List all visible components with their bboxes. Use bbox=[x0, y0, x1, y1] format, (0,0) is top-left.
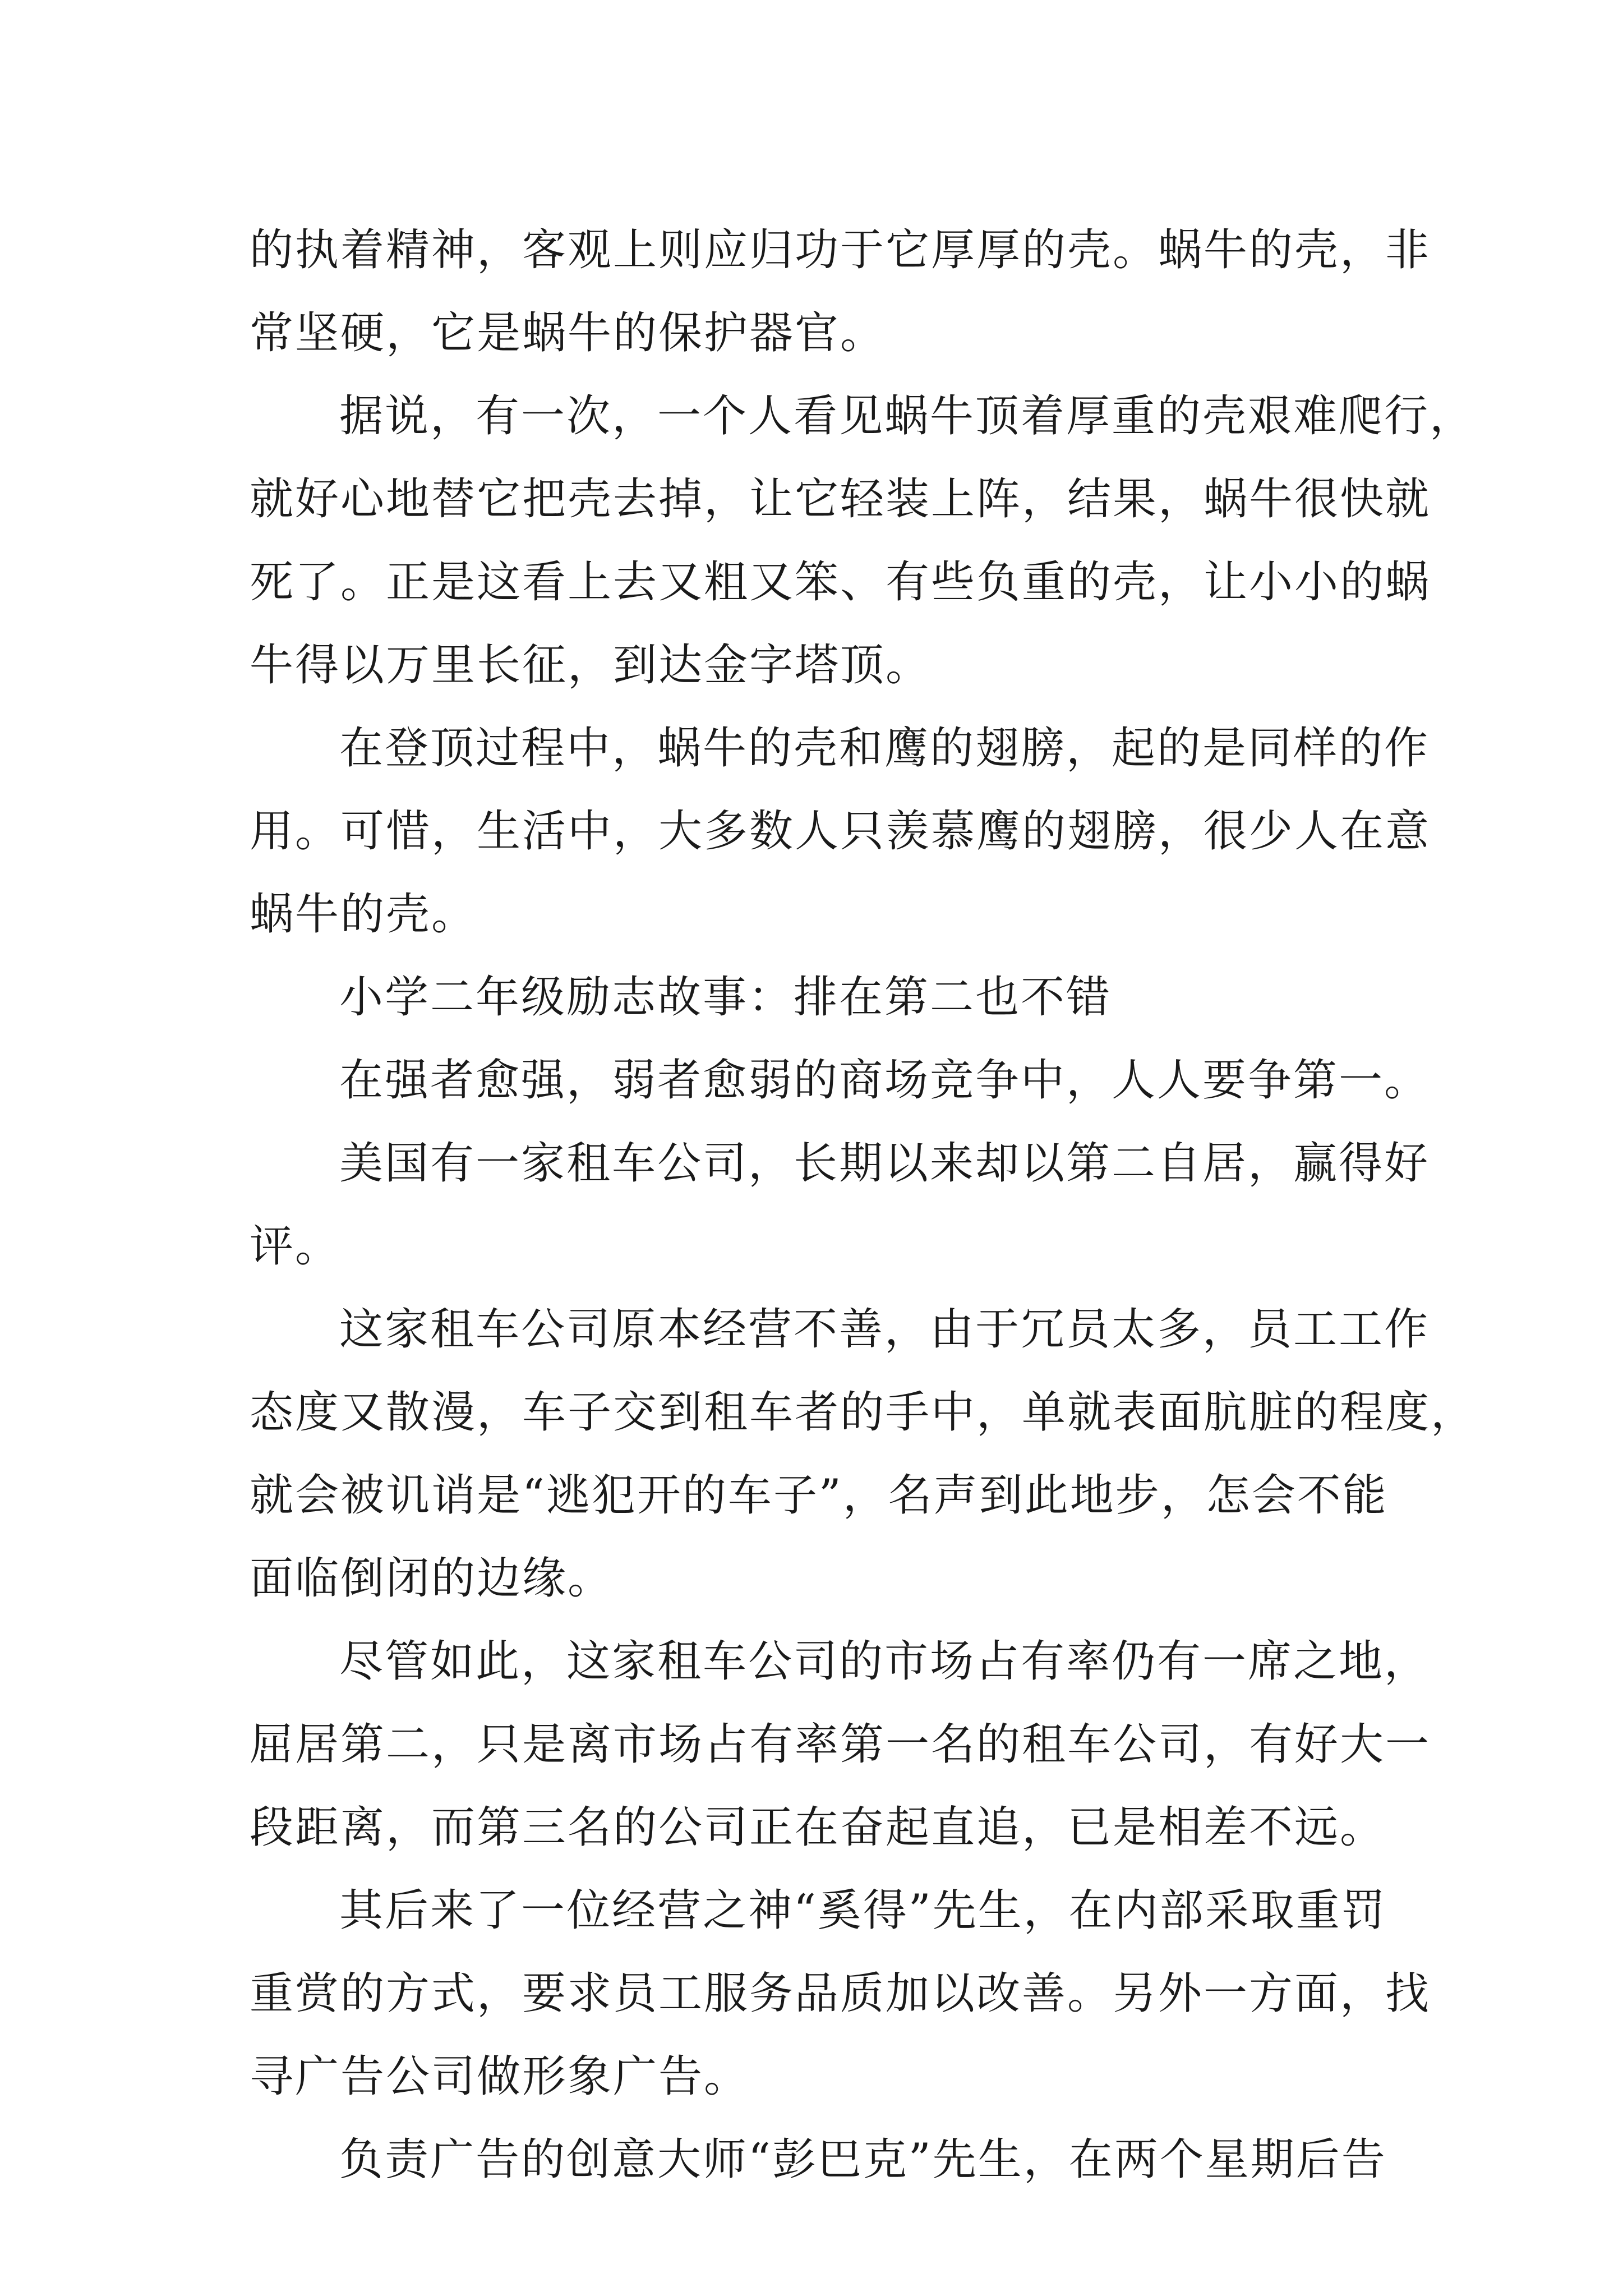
text-line: 寻广告公司做形象广告。 bbox=[250, 2051, 750, 2102]
text-line: 在强者愈强，弱者愈弱的商场竞争中，人人要争第一。 bbox=[339, 1055, 1430, 1106]
text-line: 据说，有一次，一个人看见蜗牛顶着厚重的壳艰难爬行， bbox=[339, 391, 1476, 441]
text-line: 的执着精神，客观上则应归功于它厚厚的壳。蜗牛的壳，非 bbox=[250, 225, 1431, 275]
text-line: 牛得以万里长征，到达金字塔顶。 bbox=[250, 640, 932, 691]
text-line: 在登顶过程中，蜗牛的壳和鹰的翅膀，起的是同样的作 bbox=[339, 723, 1430, 774]
body-text bbox=[250, 209, 1477, 2201]
text-line: 这家租车公司原本经营不善，由于冗员太多，员工工作 bbox=[339, 1304, 1430, 1355]
text-line: 段距离，而第三名的公司正在奋起直追，已是相差不远。 bbox=[250, 1802, 1386, 1853]
text-line: 评。 bbox=[250, 1221, 341, 1272]
text-line: 负责广告的创意大师“彭巴克”先生，在两个星期后告 bbox=[339, 2134, 1387, 2185]
text-line: 尽管如此，这家租车公司的市场占有率仍有一席之地， bbox=[339, 1636, 1430, 1687]
text-line: 常坚硬，它是蜗牛的保护器官。 bbox=[250, 308, 886, 358]
text-line: 面临倒闭的边缘。 bbox=[250, 1553, 614, 1604]
text-line: 死了。正是这看上去又粗又笨、有些负重的壳，让小小的蜗 bbox=[250, 557, 1431, 608]
text-line: 态度又散漫，车子交到租车者的手中，单就表面肮脏的程度， bbox=[250, 1387, 1477, 1438]
text-line: 就会被讥诮是“逃犯开的车子”，名声到此地步，怎会不能 bbox=[250, 1470, 1388, 1521]
text-line: 用。可惜，生活中，大多数人只羡慕鹰的翅膀，很少人在意 bbox=[250, 806, 1431, 857]
text-line: 蜗牛的壳。 bbox=[250, 889, 477, 940]
text-line: 就好心地替它把壳去掉，让它轻装上阵，结果，蜗牛很快就 bbox=[250, 474, 1431, 524]
text-line: 美国有一家租车公司，长期以来却以第二自居，赢得好 bbox=[339, 1138, 1430, 1189]
text-line: 重赏的方式，要求员工服务品质加以改善。另外一方面，找 bbox=[250, 1968, 1431, 2019]
text-line: 屈居第二，只是离市场占有率第一名的租车公司，有好大一 bbox=[250, 1719, 1431, 1770]
text-line: 其后来了一位经营之神“奚得”先生，在内部采取重罚 bbox=[339, 1885, 1387, 1936]
text-line: 小学二年级励志故事：排在第二也不错 bbox=[339, 972, 1112, 1023]
